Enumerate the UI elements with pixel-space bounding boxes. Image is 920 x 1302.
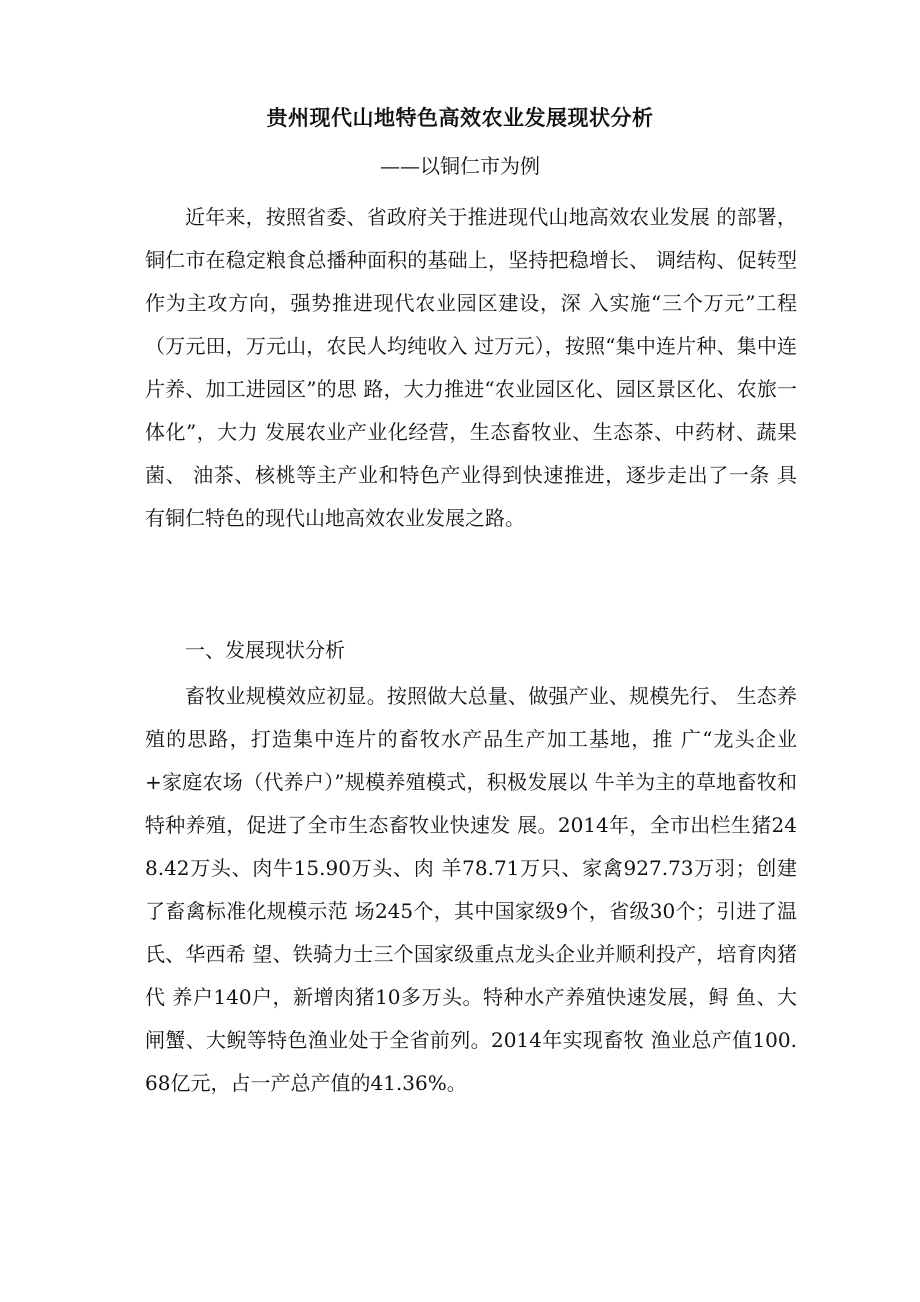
document-subtitle: ——以铜仁市为例 xyxy=(380,154,540,178)
section-heading: 一、发展现状分析 xyxy=(185,638,345,662)
document-title: 贵州现代山地特色高效农业发展现状分析 xyxy=(266,106,654,130)
intro-paragraph: 近年来，按照省委、省政府关于推进现代山地高效农业发展 的部署，铜仁市在稳定粮食总播种面积的基础上，坚持把稳增长、 调结构、促转型作为主攻方向，强势推进现代农业园区建设，深 入实施“三个万元”工程（万元田，万元山，农民人均纯收入 过万元），按照“集中连片种、集中连片养、加工进园区”的思 路，大力推进“农业园区化、园区景区化、农旅一体化”，大力 发展农业产业化经营，生态畜牧业、生态茶、中药材、蔬果菌、 油茶、核桃等主产业和特色产业得到快速推进，逐步走出了一条 具有铜仁特色的现代山地高效农业发展之路。 xyxy=(145,205,797,530)
livestock-paragraph: 畜牧业规模效应初显。按照做大总量、做强产业、规模先行、 生态养殖的思路，打造集中连片的畜牧水产品生产加工基地，推 广“龙头企业+家庭农场（代养户）”规模养殖模式，积极发展以 牛羊为主的草地畜牧和特种养殖，促进了全市生态畜牧业快速发 展。2014年，全市出栏生猪248.42万头、肉牛15.90万头、肉 羊78.71万只、家禽927.73万羽；创建了畜禽标准化规模示范 场245个，其中国家级9个，省级30个；引进了温氏、华西希 望、铁骑力士三个国家级重点龙头企业并顺利投产，培育肉猪代 养户140户，新增肉猪10多万头。特种水产养殖快速发展，鲟 鱼、大闸蟹、大鲵等特色渔业处于全省前列。2014年实现畜牧 渔业总产值100.68亿元，占一产总产值的41.36%。 xyxy=(145,684,797,1095)
